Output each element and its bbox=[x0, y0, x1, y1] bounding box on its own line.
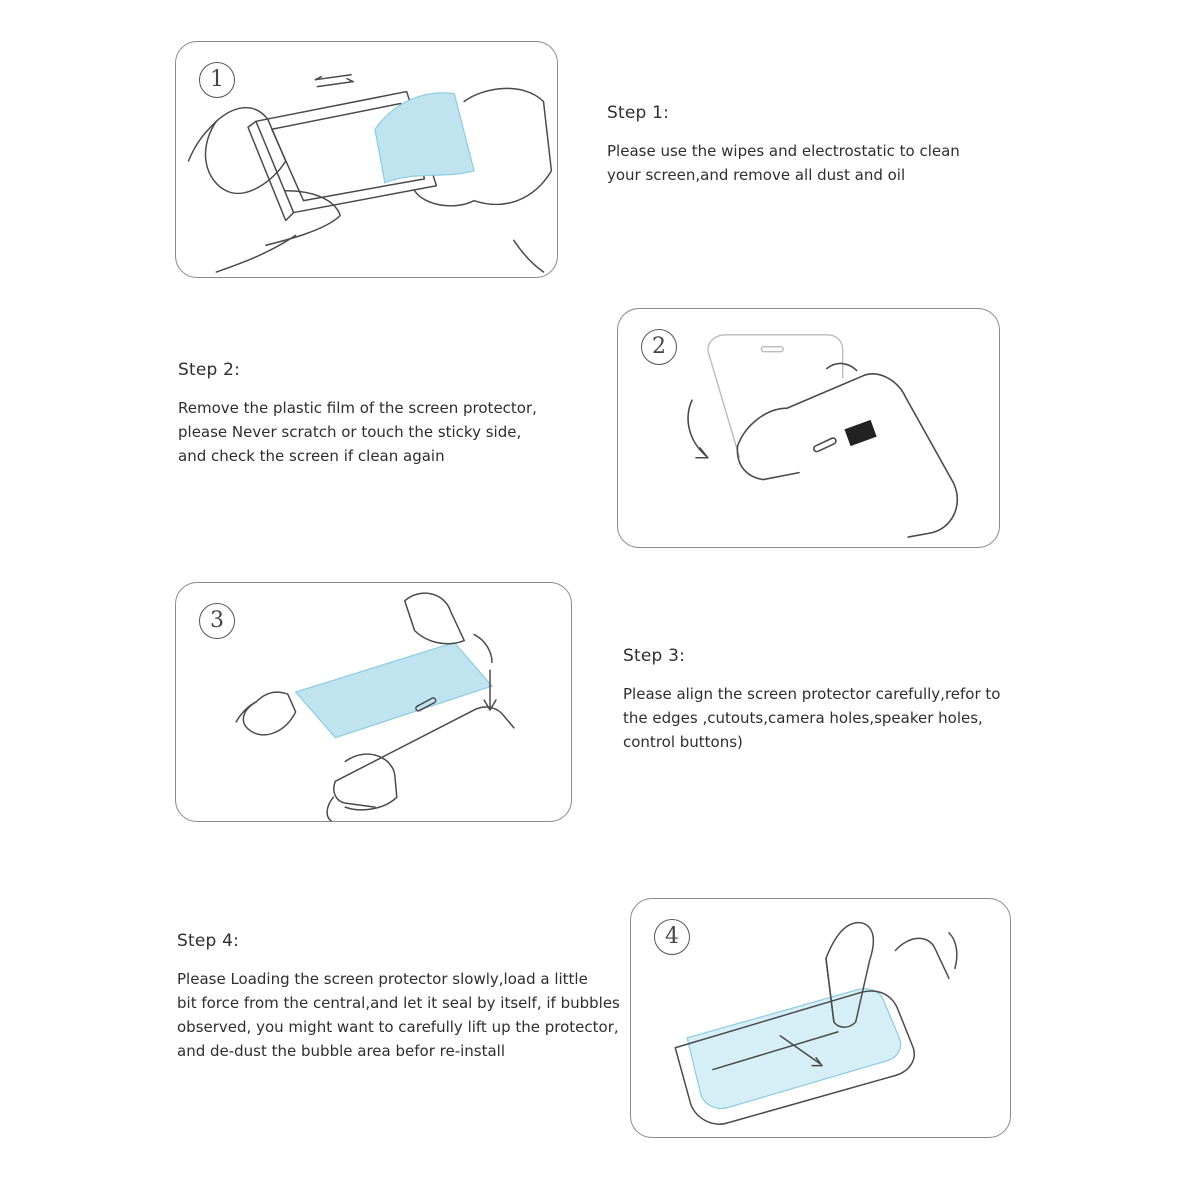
step-2-instructions bbox=[178, 360, 537, 468]
step-4-instructions bbox=[177, 931, 620, 1063]
step-4-illustration-panel bbox=[630, 898, 1011, 1138]
step-4-line: observed, you might want to carefully lift up the protector, bbox=[177, 1018, 619, 1036]
step-1-description bbox=[607, 139, 960, 187]
step-3-line: Please align the screen protector carefully,refor to bbox=[623, 685, 1001, 703]
step-3-line: the edges ,cutouts,camera holes,speaker holes, bbox=[623, 709, 983, 727]
step-3-instructions bbox=[623, 646, 1000, 754]
step-1-illustration-panel bbox=[175, 41, 558, 278]
step-1-number-badge: 1 bbox=[199, 62, 235, 98]
step-4-line: Please Loading the screen protector slowly,load a little bbox=[177, 970, 588, 988]
step-1-line: Please use the wipes and electrostatic to clean bbox=[607, 142, 960, 160]
step-3-description bbox=[623, 682, 1000, 754]
step-4-line: and de-dust the bubble area befor re-install bbox=[177, 1042, 506, 1060]
step-4-title: Step 4: bbox=[177, 931, 240, 951]
step-4-line: bit force from the central,and let it seal by itself, if bubbles bbox=[177, 994, 620, 1012]
step-3-align-protector-illustration bbox=[176, 583, 571, 821]
step-2-line: and check the screen if clean again bbox=[178, 447, 445, 465]
step-4-number-badge: 4 bbox=[654, 919, 690, 955]
step-4-description bbox=[177, 967, 620, 1063]
step-3-title: Step 3: bbox=[623, 646, 686, 666]
step-3-line: control buttons) bbox=[623, 733, 743, 751]
step-1-instructions bbox=[607, 103, 960, 187]
step-2-line: please Never scratch or touch the sticky side, bbox=[178, 423, 522, 441]
step-2-line: Remove the plastic film of the screen protector, bbox=[178, 399, 537, 417]
step-2-title: Step 2: bbox=[178, 360, 241, 380]
step-2-illustration-panel bbox=[617, 308, 1000, 548]
step-2-number-badge: 2 bbox=[641, 329, 677, 365]
step-2-description bbox=[178, 396, 537, 468]
step-3-number-badge: 3 bbox=[199, 603, 235, 639]
step-1-title: Step 1: bbox=[607, 103, 670, 123]
step-1-line: your screen,and remove all dust and oil bbox=[607, 166, 906, 184]
step-3-illustration-panel bbox=[175, 582, 572, 822]
